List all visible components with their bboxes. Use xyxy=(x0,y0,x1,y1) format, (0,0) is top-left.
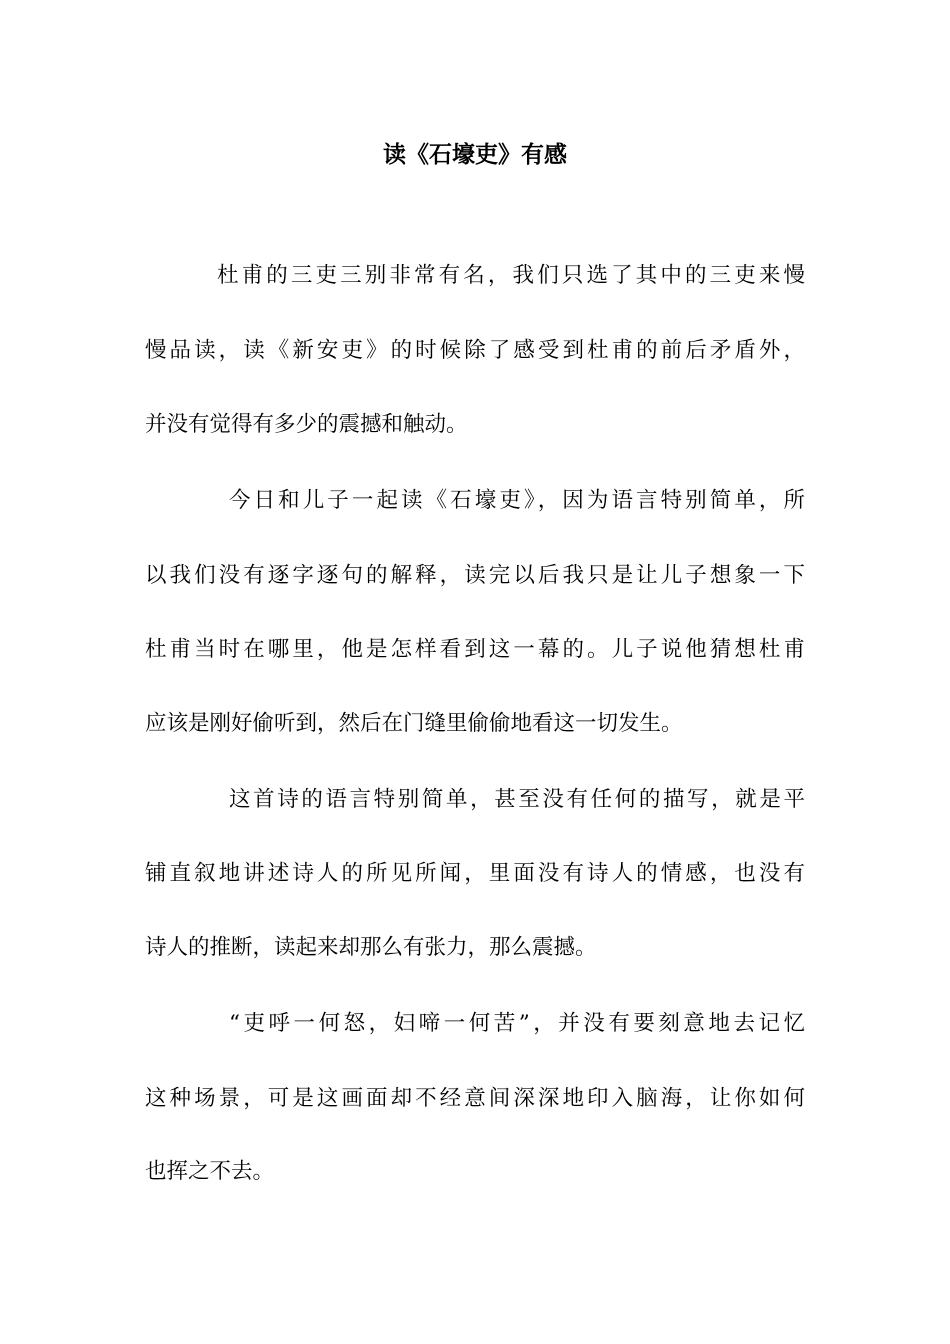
paragraph-3-line-1: 这首诗的语言特别简单，甚至没有任何的描写，就是平 xyxy=(229,787,805,812)
paragraph-3-line-2: 铺直叙地讲述诗人的所见所闻，里面没有诗人的情感，也没有 xyxy=(145,861,805,886)
paragraph-2-line-1: 今日和儿子一起读《石壕吏》，因为语言特别简单，所 xyxy=(229,488,805,513)
document-title: 读《石壕吏》有感 xyxy=(383,141,567,168)
paragraph-3-line-3: 诗人的推断，读起来却那么有张力，那么震撼。 xyxy=(145,935,597,960)
paragraph-1-line-2: 慢品读，读《新安吏》的时候除了感受到杜甫的前后矛盾外， xyxy=(145,338,805,363)
paragraph-1-line-1: 杜甫的三吏三别非常有名，我们只选了其中的三吏来慢 xyxy=(217,263,805,288)
paragraph-2-line-4: 应该是刚好偷听到，然后在门缝里偷偷地看这一切发生。 xyxy=(145,711,683,736)
paragraph-1-line-3: 并没有觉得有多少的震撼和触动。 xyxy=(145,412,468,437)
paragraph-4-line-2: 这种场景，可是这画面却不经意间深深地印入脑海，让你如何 xyxy=(145,1086,805,1111)
paragraph-2-line-3: 杜甫当时在哪里，他是怎样看到这一幕的。儿子说他猜想杜甫 xyxy=(145,637,805,662)
paragraph-4-line-3: 也挥之不去。 xyxy=(145,1159,275,1184)
paragraph-4-line-1: “吏呼一何怒，妇啼一何苦”，并没有要刻意地去记忆 xyxy=(229,1011,805,1036)
paragraph-2-line-2: 以我们没有逐字逐句的解释，读完以后我只是让儿子想象一下 xyxy=(145,563,805,588)
